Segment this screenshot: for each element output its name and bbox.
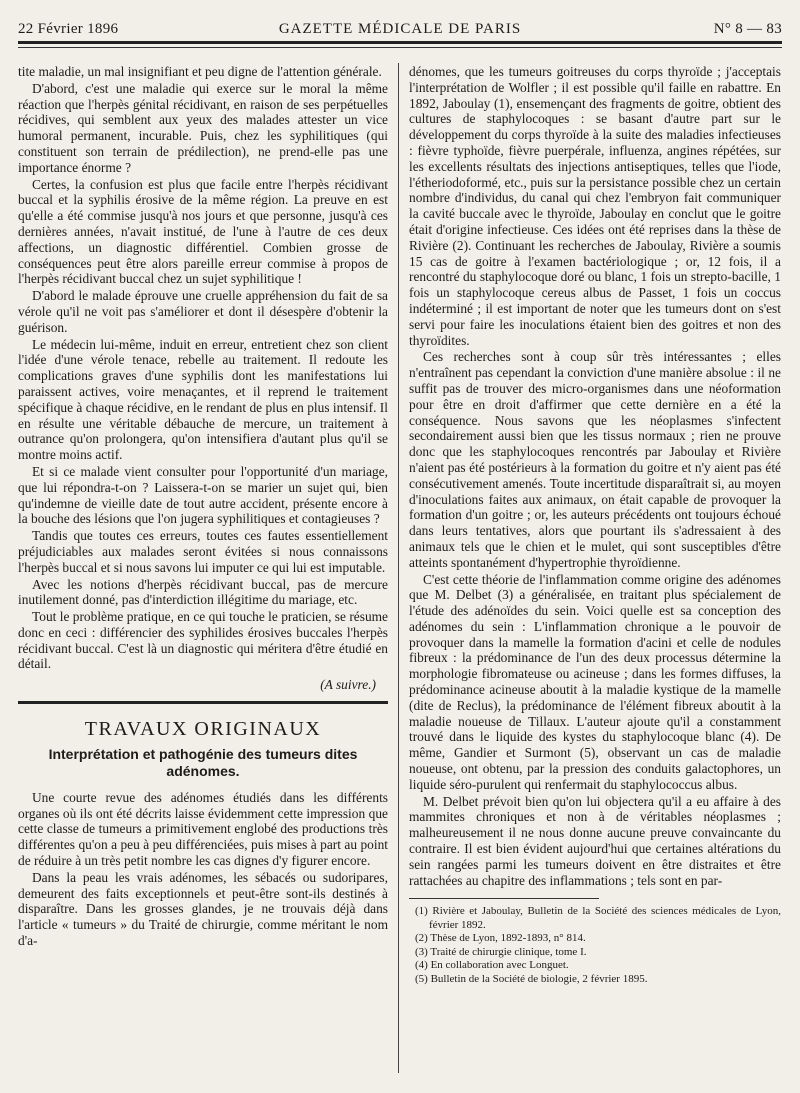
section-title: TRAVAUX ORIGINAUX	[84, 718, 322, 741]
paragraph: Et si ce malade vient consulter pour l'opportunité d'un mariage, que lui répondra-t-on ? Laissera-t-on se marier un sujet qui, bien qu'indemne de vieille date de tout autre accident, présente encore à la bouche des lésions que l'on jugera syphilitiques et contagieuses ?	[18, 463, 388, 527]
paragraph: D'abord le malade éprouve une cruelle appréhension du fait de sa vérole qu'il ne voit pas s'améliorer et dont il désespère d'obtenir la guérison.	[18, 288, 388, 335]
header-rule-thin	[18, 47, 782, 48]
paragraph: dénomes, que les tumeurs goitreuses du corps thyroïde ; j'acceptais l'interprétation de Wolfler ; il est possible qu'il faille en rabattre. En 1892, Jaboulay (1), ensemençant des fragments de goitre, obtient des cultures de staphylocoques : se basant d'autre part sur le développement du corps thyroïde à la suite des maladies infectieuses : fièvre typhoïde, fièvre puerpérale, influenza, angines répétées, sur les excellents résultats des injections antiseptiques, telles que l'iode, l'étheriodoformé, etc., puis sur la persistance possible chez un certain nombre d'individus, du canal qui chez l'embryon fait communiquer la cavité buccale avec le thyroïde, Jaboulay en conclut que le goitre était d'origine infectieuse. Ces idées ont été reprises dans la thèse de Rivière (2). Continuant les recherches de Jaboulay, Rivière a soumis 15 cas de goitre à l'examen bactériologique ; or, 12 fois, il a rencontré du staphylocoque doré ou blanc, 1 fois un strepto-bacille, 1 fois un staphylocoque cereus albus de Passet, 1 fois un coccus indéterminé ; il est important de noter que les tumeurs dont on s'est servi pour faire les inoculations étaient bien des goitres et non des thyroïdites.	[409, 64, 781, 348]
left-column	[18, 64, 388, 950]
footnote: (4) En collaboration avec Longuet.	[415, 959, 569, 972]
paragraph: Tandis que toutes ces erreurs, toutes ces fautes essentiellement préjudiciables aux malades seront évitées si nous connaissons l'herpès buccal et si nous savons lui imputer ce qui lui est imputable.	[18, 528, 388, 575]
paragraph: Tout le problème pratique, en ce qui touche le praticien, se résume donc en ceci : différencier des syphilides érosives buccales l'herpès récidivant buccal. C'est là un diagnostic qui méritera d'être étudié en détail.	[18, 609, 388, 672]
footnote: (3) Traité de chirurgie clinique, tome I.	[415, 945, 587, 958]
footnote: (5) Bulletin de la Société de biologie, 2 février 1895.	[415, 972, 648, 985]
paragraph: Certes, la confusion est plus que facile entre l'herpès récidivant buccal et la syphilis érosive de la même région. La preuve en est qu'elle a été commise jusqu'à nos jours et que personne, jusqu'à ces dernières années, n'avait institué, de l'une à l'autre de ces deux affections, un diagnostic différentiel. Combien grosse de conséquences peut être alors pareille erreur commise à propos de l'herpès récidivant buccal chez un sujet syphilitique !	[18, 176, 388, 287]
footnote: (1) Rivière et Jaboulay, Bulletin de la Société des sciences médicales de Lyon, février 1892.	[415, 905, 781, 931]
header-rule-thick	[18, 41, 782, 44]
paragraph: Le médecin lui-même, induit en erreur, entretient chez son client l'idée d'une vérole tenace, rebelle au traitement. Il redoute les complications graves d'une syphilis dont les manifestations lui paraissent actives, voire menaçantes, et il reprend le traitement spécifique à chaque récidive, en le rendant de plus en plus intensif. Il en résulte une véritable débauche de mercure, un traitement à outrance qu'on prolongera, qu'on intensifiera d'autant plus qu'il se montre moins actif.	[18, 336, 388, 463]
paragraph: Avec les notions d'herpès récidivant buccal, pas de mercure inutilement donné, pas d'interdiction illégitime du mariage, etc.	[18, 576, 388, 608]
paragraph: D'abord, c'est une maladie qui exerce sur le moral la même réaction que l'herpès génital récidivant, en raison de ses perpétuelles récidives, qui semblent aux yeux des malades attester un vice humoral permanent, incurable. Puis, chez les syphilitiques (qui constituent son terrain de prédilection), ne prend-elle pas une importance énorme ?	[18, 80, 388, 175]
column-divider	[398, 63, 399, 1073]
paragraph: M. Delbet prévoit bien qu'on lui objectera qu'il a eu affaire à des mammites chroniques et non à de véritables néoplasmes ; malheureusement il ne nous donne aucune preuve convaincante du contraire. Il est bien évident aujourd'hui que certaines altérations du sein rangées parmi les tumeurs doivent en être distraites et être rattachées au chapitre des inflammations ; tels sont en par-	[409, 793, 781, 888]
paragraph: C'est cette théorie de l'inflammation comme origine des adénomes que M. Delbet (3) a généralisée, en traitant plus spécialement de l'étude des adénoïdes du sein. Voici quelle est sa conception des adénomes du sein : L'inflammation chronique a le pouvoir de provoquer dans la mamelle la formation d'acini et celle de nodules fibreux : la prédominance de l'un des deux processus détermine la morphologie fibromateuse ou acineuse ; dans les formes diffuses, la prédominance acineuse aboutit à la maladie kystique de la mamelle (dite de Reclus), la prédominance de l'élément fibreux aboutit à la maladie noueuse de Tillaux. L'auteur ajoute qu'il a constamment trouvé dans le liquide des kystes du staphylocoque blanc (4). De même, Gandier et Surmont (5), observant un cas de maladie noueuse, ont obtenu, par la pression des conduits galactophores, un liquide séro-purulent qui renfermait du staphylococcus albus.	[409, 571, 781, 792]
footnotes	[409, 905, 781, 986]
page-header	[18, 12, 782, 38]
paragraph: Une courte revue des adénomes étudiés dans les différents organes où ils ont été décrits laisse évidemment cette impression que cette classe de tumeurs a primitivement englobé des productions très différentes qu'on a peu à peu différenciées, puis mises à part au point de réduire à un très petit nombre les cas dignes d'y figurer encore.	[18, 789, 388, 869]
issue-date: 22 Février 1896	[18, 21, 119, 37]
page-number: N° 8 — 83	[713, 21, 782, 37]
section-rule	[18, 701, 388, 704]
journal-title: GAZETTE MÉDICALE DE PARIS	[278, 21, 522, 37]
right-column	[409, 64, 781, 986]
paragraph: Ces recherches sont à coup sûr très intéressantes ; elles n'entraînent pas cependant la conviction d'une manière absolue : il ne suffit pas de trouver des micro-organismes dans une néoformation pour être en droit d'affirmer que cette dernière en a été la conséquence. Nous savons que les néoplasmes s'infectent secondairement aussi bien que les tissus normaux ; rien ne prouve donc que les staphylocoques rencontrés par Jaboulay et Rivière n'aient pas été postérieurs à la formation du goitre et n'y aient pas été consécutivement amenés. Toute incertitude disparaîtrait si, au moyen d'inoculations faites aux animaux, on était capable de provoquer la formation d'un goitre ; or, les auteurs précédents ont toujours échoué dans leurs tentatives, alors que pourtant ils s'adressaient à des animaux tels que le chien et le mulet, qui sont susceptibles d'être atteints spontanément d'hypertrophie thyroïdienne.	[409, 349, 781, 570]
to-be-continued: (A suivre.)	[320, 677, 376, 693]
paragraph: tite maladie, un mal insignifiant et peu digne de l'attention générale.	[18, 64, 382, 79]
article-title: Interprétation et pathogénie des tumeurs dites adénomes.	[48, 745, 358, 779]
footnote: (2) Thèse de Lyon, 1892-1893, n° 814.	[415, 932, 586, 945]
paragraph: Dans la peau les vrais adénomes, les sébacés ou sudoripares, demeurent des faits exceptionnels et peut-être sont-ils destinés à disparaître. Dans les grosses glandes, je ne trouvais déjà dans l'article « tumeurs » du Traité de chirurgie, comme méritant le nom d'a-	[18, 869, 388, 949]
footnote-rule	[409, 898, 599, 899]
